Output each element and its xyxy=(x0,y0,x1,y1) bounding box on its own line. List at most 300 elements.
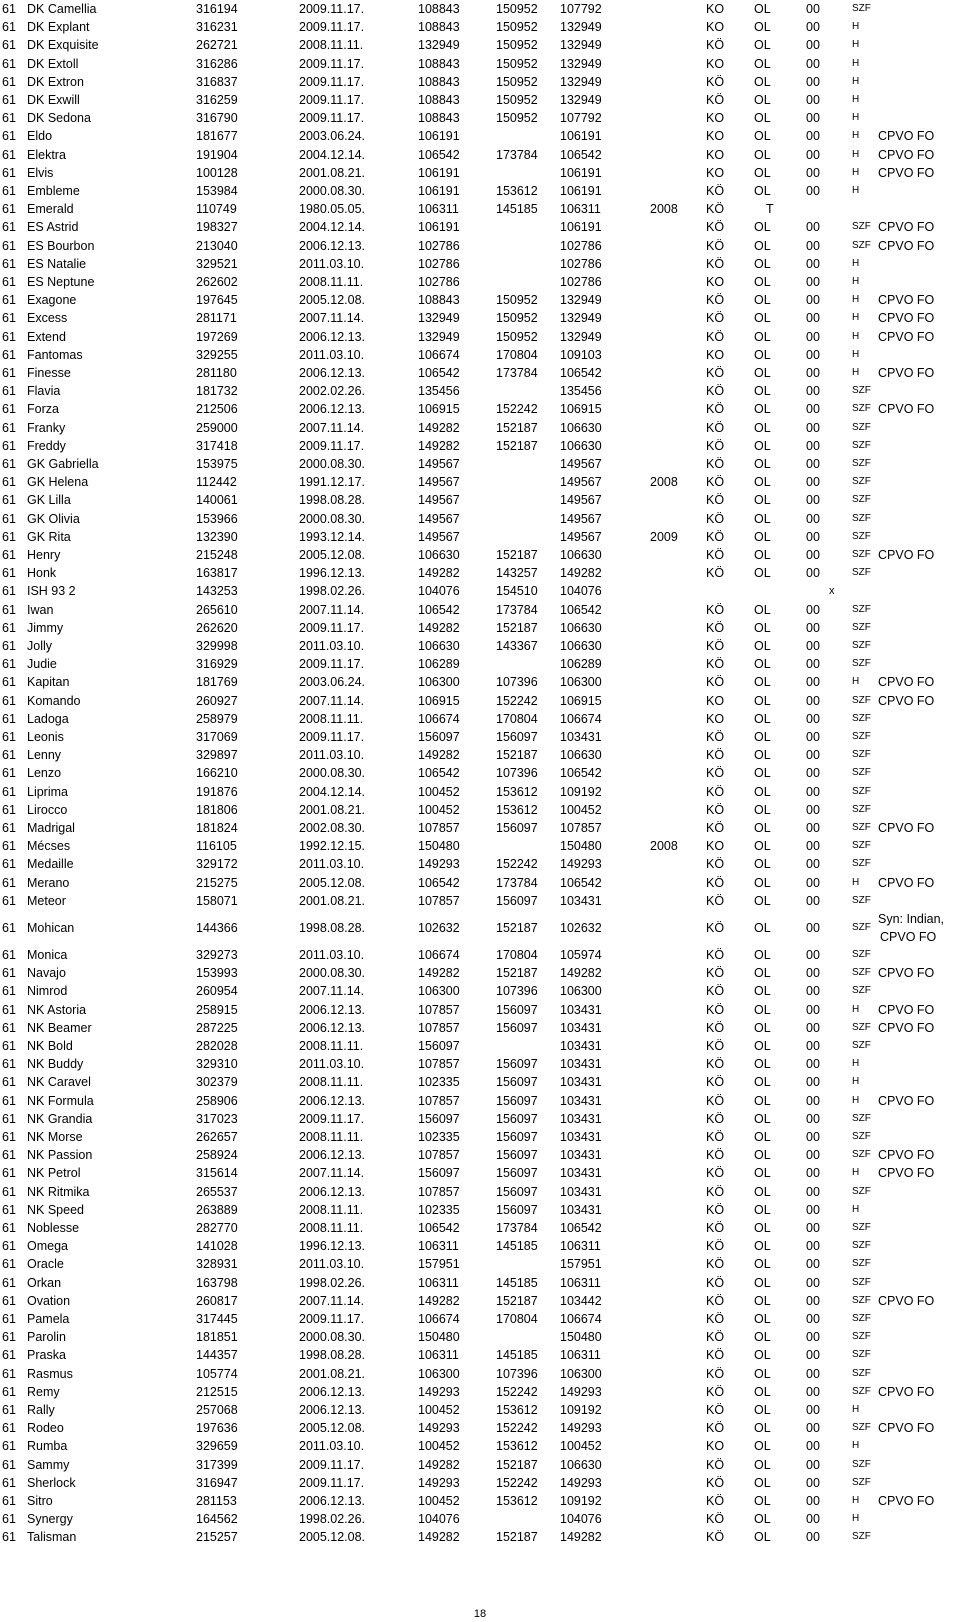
cell-section-code: 61 xyxy=(2,1312,16,1326)
cell-variety-name: GK Helena xyxy=(27,475,89,490)
cell-registration-number: 329172 xyxy=(196,857,238,872)
cell-country: KÖ xyxy=(706,366,725,380)
cell-variety-name: Synergy xyxy=(27,1512,73,1527)
table-row xyxy=(0,692,960,710)
cell-code-3: 106191 xyxy=(560,129,602,144)
cell-country: KÖ xyxy=(706,220,725,235)
cell-registration-number: 260927 xyxy=(196,693,238,708)
table-row xyxy=(0,36,960,54)
cell-maintainer-code: 108843 xyxy=(418,2,460,16)
cell-section-code: 61 xyxy=(2,966,16,981)
cell-variety-name: ES Astrid xyxy=(27,220,79,235)
cell-registration-number: 181806 xyxy=(196,802,238,817)
cell-country: KÖ xyxy=(706,384,725,399)
cell-maintainer-code: 149282 xyxy=(418,1293,460,1308)
cell-variety-name: Flavia xyxy=(27,384,61,399)
table-row xyxy=(0,1183,960,1201)
cell-section-code: 61 xyxy=(2,748,16,763)
cell-variety-name: Elvis xyxy=(27,165,54,180)
cell-maintainer-code: 106674 xyxy=(418,711,460,726)
cell-section-code: 61 xyxy=(2,784,16,799)
cell-code-2: 156097 xyxy=(496,1020,538,1035)
cell-type: H xyxy=(852,1094,860,1106)
cell-ol-code: OL xyxy=(754,711,771,726)
cell-country: KÖ xyxy=(706,402,725,417)
cell-code-3: 106300 xyxy=(560,675,602,690)
cell-registration-number: 181851 xyxy=(196,1330,238,1345)
cell-status-code: 00 xyxy=(806,1111,820,1126)
cell-registration-date: 2006.12.13. xyxy=(299,1184,366,1199)
cell-code-3: 106630 xyxy=(560,620,602,635)
table-row xyxy=(0,91,960,109)
cell-country: KO xyxy=(706,347,725,362)
table-row xyxy=(0,564,960,582)
cell-section-code: 61 xyxy=(2,256,16,271)
table-row xyxy=(0,291,960,309)
cell-country: KÖ xyxy=(706,1475,725,1490)
cell-registration-number: 329310 xyxy=(196,1057,238,1072)
cell-variety-name: Noblesse xyxy=(27,1221,80,1235)
cell-type: SZF xyxy=(852,767,871,779)
cell-type: H xyxy=(852,330,860,342)
cell-section-code: 61 xyxy=(2,238,16,253)
cell-status-code: 00 xyxy=(806,1403,820,1417)
cell-type: H xyxy=(852,21,860,33)
table-row xyxy=(0,473,960,491)
cell-variety-name: NK Caravel xyxy=(27,1075,91,1090)
cell-section-code: 61 xyxy=(2,1457,16,1472)
cell-status-code: 00 xyxy=(806,402,820,417)
table-row xyxy=(0,73,960,91)
cell-registration-date: 2009.11.17. xyxy=(299,20,365,35)
cell-maintainer-code: 149282 xyxy=(418,420,460,435)
cell-registration-date: 2004.12.14. xyxy=(299,147,366,162)
cell-code-3: 104076 xyxy=(560,1512,602,1527)
cell-type: SZF xyxy=(852,1185,871,1197)
cell-code-3: 109192 xyxy=(560,1494,602,1508)
cell-code-3: 106630 xyxy=(560,548,602,562)
cell-section-code: 61 xyxy=(2,584,16,599)
cell-code-3: 106542 xyxy=(560,602,602,617)
cell-registration-number: 153993 xyxy=(196,966,238,981)
cell-country: KÖ xyxy=(706,1512,725,1527)
cell-code-3: 103431 xyxy=(560,1093,602,1108)
cell-registration-date: 2009.11.17. xyxy=(299,657,365,672)
cell-registration-number: 153975 xyxy=(196,457,238,471)
cell-variety-name: NK Morse xyxy=(27,1130,83,1144)
cell-registration-number: 197645 xyxy=(196,293,238,308)
cell-type: SZF xyxy=(852,1458,871,1470)
cell-section-code: 61 xyxy=(2,220,16,235)
cell-section-code: 61 xyxy=(2,1202,16,1217)
cell-section-code: 61 xyxy=(2,1093,16,1108)
table-row xyxy=(0,1019,960,1037)
cell-code-3: 106915 xyxy=(560,402,602,417)
table-row xyxy=(0,400,960,418)
cell-status-code: 00 xyxy=(806,275,820,289)
cell-section-code: 61 xyxy=(2,1384,16,1399)
cell-status-code: 00 xyxy=(806,784,820,799)
cell-maintainer-code: 149282 xyxy=(418,438,460,453)
cell-ol-code: OL xyxy=(754,275,771,289)
cell-variety-name: Honk xyxy=(27,566,57,581)
cell-registration-number: 260817 xyxy=(196,1293,238,1308)
cell-type: H xyxy=(852,1058,860,1070)
cell-registration-date: 2005.12.08. xyxy=(299,875,366,890)
cell-registration-date: 2003.06.24. xyxy=(299,129,366,144)
cell-ol-code: OL xyxy=(754,1330,771,1345)
cell-registration-number: 100128 xyxy=(196,165,238,180)
cell-section-code: 61 xyxy=(2,293,16,308)
cell-registration-number: 163798 xyxy=(196,1275,238,1290)
cell-registration-number: 317418 xyxy=(196,438,238,453)
cell-maintainer-code: 149567 xyxy=(418,493,460,508)
cell-code-3: 132949 xyxy=(560,293,602,308)
cell-type: H xyxy=(852,1495,860,1506)
cell-code-2: 150952 xyxy=(496,56,538,71)
cell-status-code: 00 xyxy=(806,111,820,126)
cell-registration-date: 2009.11.17. xyxy=(299,438,365,453)
cell-variety-name: DK Exquisite xyxy=(27,38,99,53)
cell-maintainer-code: 107857 xyxy=(418,1057,460,1072)
cell-note: CPVO FO xyxy=(878,875,935,890)
table-row xyxy=(0,1146,960,1164)
cell-maintainer-code: 149282 xyxy=(418,620,460,635)
page-number: 18 xyxy=(473,1608,487,1620)
cell-country: KÖ xyxy=(706,1384,725,1399)
cell-code-2: 150952 xyxy=(496,293,538,308)
cell-code-3: 106311 xyxy=(560,1275,601,1290)
table-row xyxy=(0,146,960,164)
cell-ol-code: OL xyxy=(754,802,771,817)
cell-type: H xyxy=(852,276,860,287)
cell-code-3: 103431 xyxy=(560,1039,602,1053)
table-row xyxy=(0,218,960,236)
cell-variety-name: Rally xyxy=(27,1403,55,1417)
cell-ol-code: OL xyxy=(754,948,771,962)
cell-registration-number: 164562 xyxy=(196,1512,238,1527)
cell-status-code: 00 xyxy=(806,1130,820,1144)
cell-code-2: 153612 xyxy=(496,1494,538,1508)
cell-code-3: 106311 xyxy=(560,202,601,217)
cell-registration-date: 2000.08.30. xyxy=(299,1330,366,1345)
cell-country: KÖ xyxy=(706,730,725,744)
cell-type: SZF xyxy=(852,1240,871,1252)
cell-note: CPVO FO xyxy=(878,821,935,835)
cell-status-code: 00 xyxy=(806,1020,820,1035)
cell-status-code: 00 xyxy=(806,238,820,253)
cell-code-3: 106674 xyxy=(560,711,602,726)
cell-note: CPVO FO xyxy=(878,329,935,344)
table-row xyxy=(0,109,960,127)
cell-maintainer-code: 149282 xyxy=(418,748,460,763)
cell-section-code: 61 xyxy=(2,1494,16,1508)
cell-registration-date: 2009.11.17. xyxy=(299,2,365,16)
cell-status-code: 00 xyxy=(806,93,820,107)
cell-type: H xyxy=(852,367,860,378)
cell-variety-name: GK Gabriella xyxy=(27,457,99,471)
cell-registration-date: 2007.11.14. xyxy=(299,693,365,708)
cell-registration-date: 2005.12.08. xyxy=(299,548,366,562)
cell-registration-date: 2011.03.10. xyxy=(299,857,365,872)
cell-code-3: 149567 xyxy=(560,475,602,490)
cell-variety-name: NK Speed xyxy=(27,1202,84,1217)
cell-section-code: 61 xyxy=(2,1148,16,1163)
cell-note: CPVO FO xyxy=(878,1020,935,1035)
cell-type: H xyxy=(852,1003,860,1015)
cell-status-code: 00 xyxy=(806,529,820,544)
cell-maintainer-code: 102335 xyxy=(418,1202,460,1217)
cell-ol-code: OL xyxy=(754,1239,771,1254)
cell-registration-number: 110749 xyxy=(196,202,237,217)
cell-maintainer-code: 107857 xyxy=(418,1148,460,1163)
cell-code-3: 150480 xyxy=(560,839,602,854)
cell-code-3: 106630 xyxy=(560,639,602,653)
cell-variety-name: Judie xyxy=(27,657,57,672)
cell-code-2: 152187 xyxy=(496,748,538,763)
cell-variety-name: Iwan xyxy=(27,602,54,617)
cell-status-code: 00 xyxy=(806,1330,820,1345)
cell-section-code: 61 xyxy=(2,329,16,344)
cell-status-code: 00 xyxy=(806,384,820,399)
cell-country: KO xyxy=(706,111,725,126)
cell-registration-number: 140061 xyxy=(196,493,238,508)
cell-code-3: 106191 xyxy=(560,184,602,198)
cell-note: CPVO FO xyxy=(878,402,935,417)
cell-country: KÖ xyxy=(706,1111,725,1126)
cell-code-3: 149567 xyxy=(560,529,602,544)
table-row xyxy=(0,18,960,36)
cell-country: KÖ xyxy=(706,1020,725,1035)
cell-ol-code: OL xyxy=(754,1348,771,1363)
cell-maintainer-code: 106311 xyxy=(418,1239,459,1254)
cell-registration-date: 2006.12.13. xyxy=(299,1093,366,1108)
cell-ol-code: OL xyxy=(754,438,771,453)
cell-variety-name: DK Extron xyxy=(27,74,84,89)
cell-code-3: 106630 xyxy=(560,420,602,435)
cell-code-2: 156097 xyxy=(496,821,538,835)
cell-registration-date: 2005.12.08. xyxy=(299,293,366,308)
cell-code-2: 156097 xyxy=(496,1057,538,1072)
cell-country: KÖ xyxy=(706,184,725,198)
table-row xyxy=(0,1201,960,1219)
cell-variety-name: Lenzo xyxy=(27,766,62,781)
table-row xyxy=(0,346,960,364)
cell-maintainer-code: 102335 xyxy=(418,1075,460,1090)
cell-type: SZF xyxy=(852,621,871,633)
cell-note: CPVO FO xyxy=(878,1093,935,1108)
table-row xyxy=(0,746,960,764)
cell-section-code: 61 xyxy=(2,529,16,544)
cell-type: SZF xyxy=(852,1276,871,1288)
cell-section-code: 61 xyxy=(2,602,16,617)
cell-country: KÖ xyxy=(706,1039,725,1053)
cell-country: KÖ xyxy=(706,1293,725,1308)
table-row xyxy=(0,764,960,782)
cell-code-2: 170804 xyxy=(496,1312,538,1326)
cell-ol-code: OL xyxy=(754,1057,771,1072)
cell-registration-date: 2008.11.11. xyxy=(299,1075,364,1090)
cell-ol-code: OL xyxy=(754,366,771,380)
table-row xyxy=(0,1492,960,1510)
cell-ol-code: OL xyxy=(754,921,771,935)
cell-status-code: 00 xyxy=(806,147,820,162)
cell-registration-date: 2006.12.13. xyxy=(299,1494,366,1508)
cell-type: SZF xyxy=(852,1294,871,1306)
cell-code-2: 152242 xyxy=(496,857,538,872)
cell-maintainer-code: 106674 xyxy=(418,1312,460,1326)
cell-registration-date: 2009.11.17. xyxy=(299,730,365,744)
cell-type: H xyxy=(852,130,860,142)
cell-status-code: 00 xyxy=(806,311,820,326)
cell-registration-number: 302379 xyxy=(196,1075,238,1090)
cell-code-2: 152187 xyxy=(496,921,538,935)
cell-registration-number: 328931 xyxy=(196,1257,238,1272)
cell-type: SZF xyxy=(852,385,871,397)
cell-type: SZF xyxy=(852,3,871,14)
cell-registration-date: 2008.11.11. xyxy=(299,711,364,726)
cell-ol-code: OL xyxy=(754,548,771,562)
cell-maintainer-code: 132949 xyxy=(418,311,460,326)
cell-maintainer-code: 132949 xyxy=(418,38,460,53)
cell-variety-name: NK Passion xyxy=(27,1148,93,1163)
cell-maintainer-code: 106630 xyxy=(418,548,460,562)
cell-maintainer-code: 108843 xyxy=(418,293,460,308)
cell-status-code: 00 xyxy=(806,984,820,999)
cell-registration-date: 2007.11.14. xyxy=(299,311,365,326)
cell-type: SZF xyxy=(852,530,871,542)
cell-maintainer-code: 149282 xyxy=(418,1530,460,1545)
cell-registration-number: 144366 xyxy=(196,921,238,935)
cell-maintainer-code: 100452 xyxy=(418,1403,460,1417)
cell-section-code: 61 xyxy=(2,948,16,962)
cell-type: SZF xyxy=(852,567,871,579)
cell-type: SZF xyxy=(852,803,871,815)
cell-registration-date: 1993.12.14. xyxy=(299,529,366,544)
cell-ol-code: OL xyxy=(754,675,771,690)
cell-ol-code: OL xyxy=(754,493,771,508)
cell-ol-code: OL xyxy=(754,602,771,617)
cell-maintainer-code: 149567 xyxy=(418,511,460,526)
cell-type: H xyxy=(852,294,860,306)
cell-code-3: 109192 xyxy=(560,1403,602,1417)
cell-maintainer-code: 106300 xyxy=(418,984,460,999)
cell-note: CPVO FO xyxy=(878,366,935,380)
cell-code-3: 106289 xyxy=(560,657,602,672)
cell-section-code: 61 xyxy=(2,402,16,417)
cell-code-3: 157951 xyxy=(560,1257,602,1272)
cell-status-code: 00 xyxy=(806,457,820,471)
cell-ol-code: OL xyxy=(754,839,771,854)
cell-status-code: 00 xyxy=(806,329,820,344)
cell-registration-number: 317023 xyxy=(196,1111,238,1126)
cell-registration-date: 2000.08.30. xyxy=(299,511,366,526)
cell-status-code: 00 xyxy=(806,1530,820,1545)
cell-variety-name: NK Bold xyxy=(27,1039,73,1053)
cell-maintainer-code: 106191 xyxy=(418,129,460,144)
cell-type: H xyxy=(852,39,860,51)
cell-country: KÖ xyxy=(706,256,725,271)
cell-code-2: 150952 xyxy=(496,20,538,35)
cell-type: H xyxy=(852,148,860,160)
cell-country: KÖ xyxy=(706,38,725,53)
cell-registration-date: 2009.11.17. xyxy=(299,74,365,89)
cell-code-3: 106542 xyxy=(560,147,602,162)
cell-status-code: 00 xyxy=(806,20,820,35)
cell-variety-name: Henry xyxy=(27,548,61,562)
cell-code-2: 173784 xyxy=(496,1221,538,1235)
cell-section-code: 61 xyxy=(2,693,16,708)
cell-variety-name: GK Olivia xyxy=(27,511,80,526)
cell-code-3: 106630 xyxy=(560,1457,602,1472)
table-row xyxy=(0,1292,960,1310)
cell-code-2: 173784 xyxy=(496,366,538,380)
cell-type: SZF xyxy=(852,694,871,706)
cell-code-2: 152187 xyxy=(496,966,538,981)
cell-ol-code: OL xyxy=(754,657,771,672)
cell-variety-name: NK Astoria xyxy=(27,1002,87,1017)
cell-registration-number: 281171 xyxy=(196,311,237,326)
cell-ol-code: OL xyxy=(754,329,771,344)
cell-ol-code: OL xyxy=(754,2,771,16)
cell-type: SZF xyxy=(852,840,871,852)
cell-code-2: 156097 xyxy=(496,893,538,908)
cell-status-code: 00 xyxy=(806,256,820,271)
cell-code-3: 150480 xyxy=(560,1330,602,1345)
cell-registration-number: 153984 xyxy=(196,184,238,198)
cell-ol-code: OL xyxy=(754,620,771,635)
cell-country: KÖ xyxy=(706,1366,725,1381)
cell-code-3: 149282 xyxy=(560,566,602,581)
cell-variety-name: Kapitan xyxy=(27,675,70,690)
table-row xyxy=(0,510,960,528)
cell-status-code: 00 xyxy=(806,748,820,763)
cell-variety-name: Lirocco xyxy=(27,802,68,817)
cell-type: H xyxy=(852,94,860,105)
cell-section-code: 61 xyxy=(2,347,16,362)
cell-country: KÖ xyxy=(706,675,725,690)
cell-country: KÖ xyxy=(706,420,725,435)
cell-ol-code: OL xyxy=(754,893,771,908)
cell-code-3: 149293 xyxy=(560,1384,602,1399)
cell-code-3: 103442 xyxy=(560,1293,602,1308)
cell-ol-code: OL xyxy=(754,1130,771,1144)
cell-registration-date: 2006.12.13. xyxy=(299,1403,366,1417)
cell-variety-name: Franky xyxy=(27,420,66,435)
cell-registration-date: 2007.11.14. xyxy=(299,984,365,999)
cell-code-2: 107396 xyxy=(496,766,538,781)
cell-registration-date: 2009.11.17. xyxy=(299,620,365,635)
cell-maintainer-code: 156097 xyxy=(418,1039,460,1053)
cell-registration-date: 2006.12.13. xyxy=(299,1020,366,1035)
cell-registration-date: 2006.12.13. xyxy=(299,1384,366,1399)
cell-ol-code: OL xyxy=(754,748,771,763)
cell-code-2: 152187 xyxy=(496,620,538,635)
cell-type: SZF xyxy=(852,858,871,870)
cell-country: KÖ xyxy=(706,602,725,617)
cell-ol-code: OL xyxy=(754,1439,771,1454)
cell-registration-number: 282028 xyxy=(196,1039,238,1053)
cell-variety-name: NK Petrol xyxy=(27,1166,81,1181)
cell-code-2: 143257 xyxy=(496,566,538,581)
cell-registration-number: 317445 xyxy=(196,1312,238,1326)
cell-type: H xyxy=(852,348,860,360)
cell-type: SZF xyxy=(852,1476,871,1488)
cell-country: KÖ xyxy=(706,1221,725,1235)
cell-maintainer-code: 150480 xyxy=(418,839,460,854)
cell-section-code: 61 xyxy=(2,165,16,180)
cell-section-code: 61 xyxy=(2,839,16,854)
